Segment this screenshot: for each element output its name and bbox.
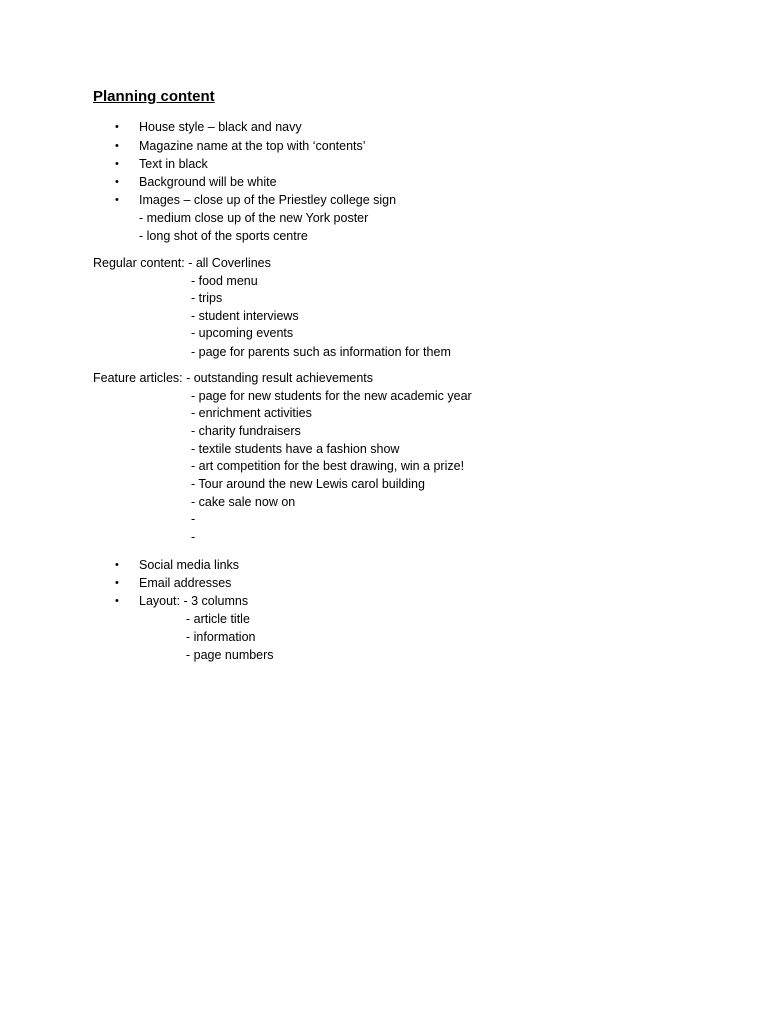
list-item-images: Images – close up of the Priestley college sign [139, 193, 397, 207]
list-item-social-media: Social media links [139, 558, 240, 572]
bullet-marker: • [115, 176, 119, 188]
feature-article-item: - textile students have a fashion show [191, 442, 400, 456]
regular-content-item: - page for parents such as information for them [191, 345, 451, 359]
bullet-marker: • [115, 121, 119, 133]
regular-content-label: Regular content: - all Coverlines [93, 256, 271, 270]
layout-sub-item: - page numbers [186, 648, 274, 662]
regular-content-item: - upcoming events [191, 326, 294, 340]
bullet-marker: • [115, 595, 119, 607]
feature-article-item: - enrichment activities [191, 406, 312, 420]
feature-article-item: - Tour around the new Lewis carol building [191, 477, 425, 491]
feature-article-item: - [191, 512, 196, 526]
images-sub-item: - medium close up of the new York poster [139, 211, 369, 225]
regular-content-item: - student interviews [191, 309, 299, 323]
bullet-marker: • [115, 140, 119, 152]
bullet-marker: • [115, 158, 119, 170]
bullet-marker: • [115, 194, 119, 206]
page-title: Planning content [93, 88, 215, 105]
layout-sub-item: - article title [186, 612, 250, 626]
list-item-email: Email addresses [139, 576, 232, 590]
bullet-marker: • [115, 559, 119, 571]
layout-sub-item: - information [186, 630, 256, 644]
list-item-house-style: House style – black and navy [139, 120, 302, 134]
feature-article-item: - cake sale now on [191, 495, 296, 509]
feature-article-item: - art competition for the best drawing, win a prize! [191, 459, 465, 473]
list-item-magazine-name: Magazine name at the top with ‘contents’ [139, 139, 366, 153]
feature-article-item: - page for new students for the new academic year [191, 389, 472, 403]
feature-article-item: - [191, 530, 196, 544]
list-item-layout: Layout: - 3 columns [139, 594, 249, 608]
list-item-text-color: Text in black [139, 157, 208, 171]
regular-content-item: - trips [191, 291, 223, 305]
feature-articles-label: Feature articles: - outstanding result achievements [93, 371, 373, 385]
regular-content-item: - food menu [191, 274, 258, 288]
bullet-marker: • [115, 577, 119, 589]
images-sub-item: - long shot of the sports centre [139, 229, 308, 243]
feature-article-item: - charity fundraisers [191, 424, 301, 438]
list-item-background: Background will be white [139, 175, 277, 189]
